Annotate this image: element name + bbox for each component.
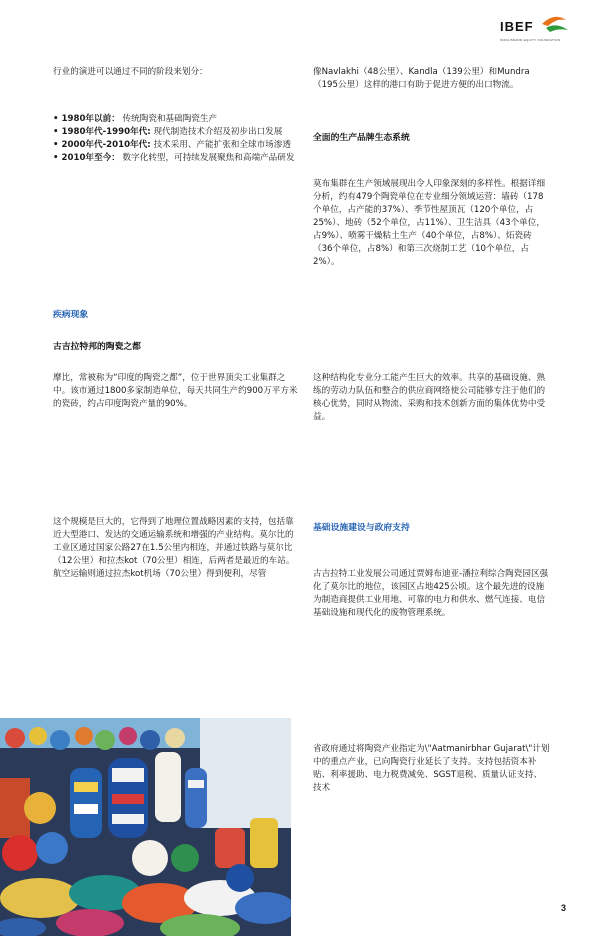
subsection-title: 古吉拉特邦的陶瓷之都 bbox=[53, 342, 141, 352]
phase-period: 2000年代-2010年代: bbox=[61, 140, 151, 150]
phase-period: 2010年至今： bbox=[61, 153, 120, 163]
phase-text: 数字化转型，可持续发展聚焦和高端产品研发 bbox=[122, 153, 295, 163]
pottery-illustration bbox=[0, 718, 291, 936]
infra-paragraph: 古吉拉特工业发展公司通过贾姆布迪亚-潘拉利综合陶瓷园区强化了莫尔比的地位，该园区占地425公顷。这个最先进的设施为制造商提供工业用地、可靠的电力和供水、燃气连接、电信基础设施和现代化的废物管理系统。 bbox=[313, 569, 549, 618]
pottery-market-photo bbox=[0, 718, 291, 936]
logo-wordmark: IBEF bbox=[500, 19, 534, 34]
morbi-paragraph: 摩比，常被称为“印度的陶瓷之都”，位于世界顶尖工业集群之中。该市通过1800多家制造单位，每天共同生产约900万平方米的瓷砖，约占印度陶瓷产量的90%。 bbox=[53, 373, 298, 409]
specialization-paragraph: 这种结构化专业分工能产生巨大的效率。共享的基础设施、熟练的劳动力队伍和整合的供应商网络使公司能够专注于他们的核心优势，同时从物流、采购和技术创新方面的集体优势中受益。 bbox=[313, 373, 546, 422]
scale-paragraph: 这个规模是巨大的，它得到了地理位置战略因素的支持，包括靠近大型港口、发达的交通运输系统和增强的产业结构。莫尔比的工业区通过国家公路27在1.5公里内相连，并通过铁路与莫尔比（12公里）和拉杰kot（70公里）相连，后两者是最近的车站。航空运输则通过拉杰kot机场（70公里）得到便利，尽管 bbox=[53, 517, 295, 579]
ecosystem-heading: 全面的生产品牌生态系统 bbox=[313, 133, 410, 143]
gov-paragraph: 省政府通过将陶瓷产业指定为\"Aatmanirbhar Gujarat\"计划中的重点产业，已向陶瓷行业延长了支持。支持包括资本补贴、利率援助、电力税费减免、SGST退税、质量认证支持、技术 bbox=[313, 744, 550, 793]
phase-text: 现代制造技术介绍及初步出口发展 bbox=[153, 127, 283, 137]
phase-period: 1980年代-1990年代: bbox=[61, 127, 151, 137]
phase-text: 传统陶瓷和基础陶瓷生产 bbox=[122, 114, 218, 124]
page-number: 3 bbox=[560, 903, 566, 913]
phase-item: • 2010年至今： 数字化转型，可持续发展聚焦和高端产品研发 bbox=[53, 153, 295, 163]
phase-period: 1980年以前： bbox=[61, 114, 120, 124]
logo-tagline: INDIA BRAND EQUITY FOUNDATION bbox=[500, 38, 561, 42]
phase-item: • 2000年代-2010年代: 技术采用、产能扩张和全球市场渗透 bbox=[53, 140, 291, 150]
intro-text: 行业的演进可以通过不同的阶段来划分： bbox=[53, 67, 208, 77]
infra-heading: 基础设施建设与政府支持 bbox=[313, 523, 410, 533]
phase-list bbox=[53, 113, 299, 165]
phase-item: • 1980年代-1990年代: 现代制造技术介绍及初步出口发展 bbox=[53, 127, 283, 137]
ibef-logo bbox=[500, 14, 570, 50]
section-title: 疾病现象 bbox=[53, 310, 89, 320]
left-column bbox=[53, 66, 299, 79]
phase-text: 技术采用、产能扩张和全球市场渗透 bbox=[153, 140, 291, 150]
ecosystem-paragraph: 莫布集群在生产领域展现出令人印象深刻的多样性。根据详细分析，约有479个陶瓷单位在专业细分领域运营：墙砖（178个单位，占产能的37%）、季节性屋顶瓦（120个单位，占25%）、地砖（52个单位，占11%）、卫生洁具（43个单位，占9%）、喷雾干燥粘土生产（40个单位，占8%）、炻瓷砖（36个单位，占8%）和第三次烧制工艺（10个单位，占2%）。 bbox=[313, 179, 546, 267]
ports-paragraph: 像Navlakhi（48公里）、Kandla（139公里）和Mundra（195公里）这样的港口有助于促进方便的出口物流。 bbox=[313, 67, 530, 90]
phase-item: • 1980年以前： 传统陶瓷和基础陶瓷生产 bbox=[53, 114, 218, 124]
